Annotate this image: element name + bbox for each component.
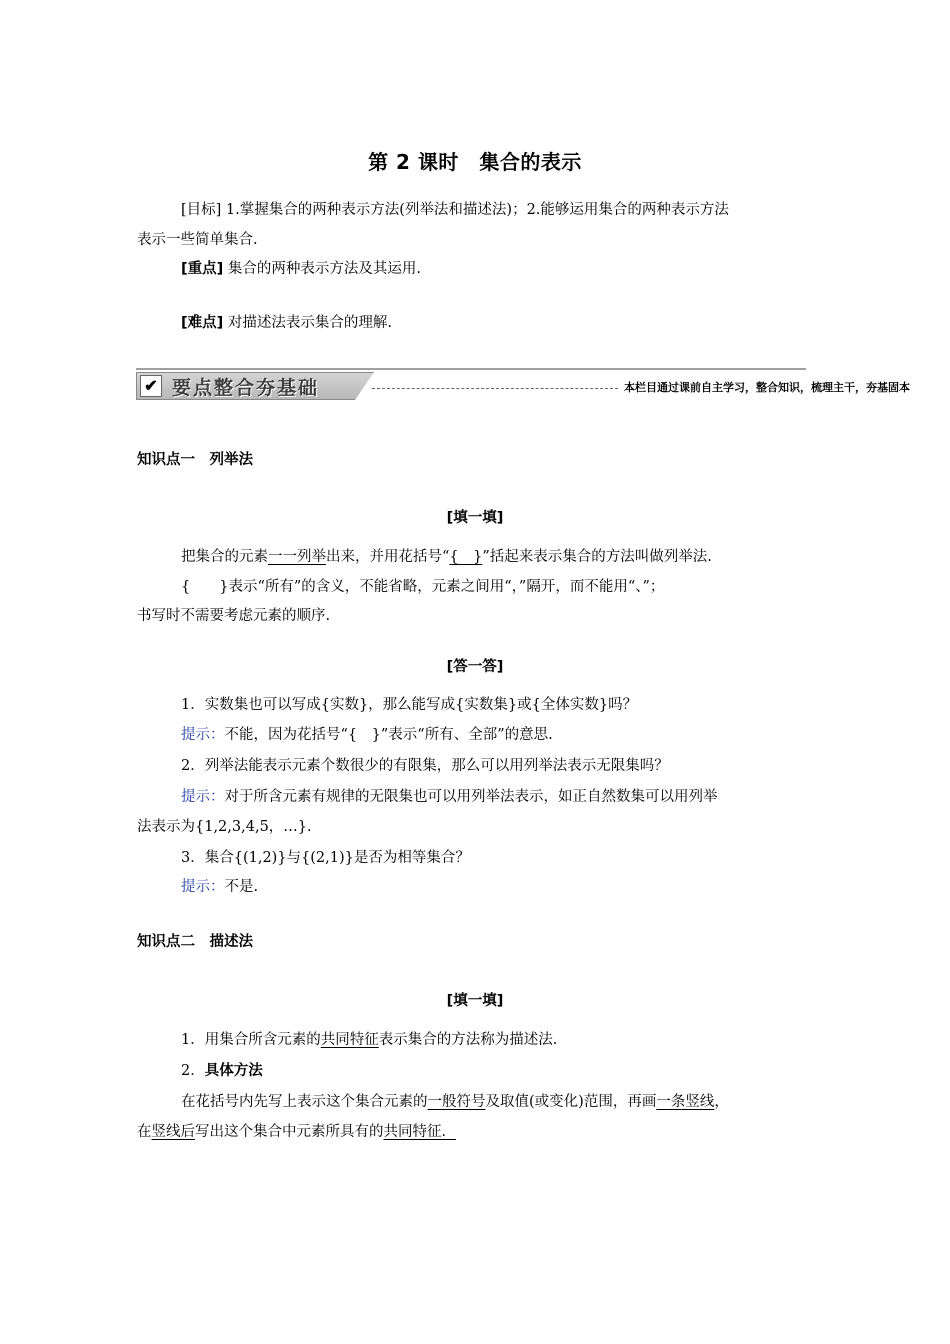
- section-1-heading: 知识点一 列举法: [137, 452, 253, 468]
- banner-rule: [136, 368, 806, 370]
- hint-1: [137, 725, 857, 745]
- banner-note: 本栏目通过课前自主学习，整合知识，梳理主干，夯基固本: [624, 381, 910, 394]
- difficult-label: [难点]: [181, 315, 224, 331]
- answer-blank: 共同特征: [320, 1032, 379, 1048]
- question-1: 1．实数集也可以写成{实数}，那么能写成{实数集}或{全体实数}吗？: [181, 697, 638, 713]
- difficult-text: 对描述法表示集合的理解.: [223, 315, 392, 331]
- desc-line-2: [137, 1061, 857, 1081]
- text-run: 写出这个集合中元素所具有的: [195, 1124, 384, 1140]
- text-run: ，: [714, 1094, 729, 1110]
- hint-label: 提示：: [181, 879, 225, 895]
- answer-blank: 一条竖线: [656, 1094, 715, 1110]
- desc-line-1: [137, 1030, 857, 1050]
- goal-line-2: 表示一些简单集合.: [137, 232, 258, 248]
- text-run: ”括起来表示集合的方法叫做列举法.: [482, 549, 712, 565]
- question-3: 3．集合{(1,2)}与{(2,1)}是否为相等集合？: [181, 850, 470, 866]
- section-banner: [136, 368, 910, 402]
- hint-2-continued: 法表示为{1,2,3,4,5，…}.: [137, 819, 312, 835]
- goal-line-1: [目标] 1.掌握集合的两种表示方法(列举法和描述法)；2.能够运用集合的两种表示方法: [181, 202, 729, 218]
- hint-label: 提示：: [181, 789, 225, 805]
- text-run: 表示集合的方法称为描述法.: [378, 1032, 558, 1048]
- hint-text: 对于所含元素有规律的无限集也可以用列举法表示，如正自然数集可以用列举: [224, 789, 718, 805]
- difficult-point: [137, 313, 857, 333]
- page-title: 第 2 课时 集合的表示: [368, 150, 582, 174]
- key-label: [重点]: [181, 261, 224, 277]
- hint-2: [137, 787, 857, 807]
- answer-blank: 竖线后: [151, 1124, 195, 1140]
- text-run: 出来，并用花括号“: [326, 549, 450, 565]
- fill-in-title-1: [填一填]: [446, 510, 504, 526]
- text-run: 在: [137, 1124, 152, 1140]
- section-2-heading: 知识点二 描述法: [137, 934, 253, 950]
- key-text: 集合的两种表示方法及其运用.: [223, 261, 421, 277]
- text-run: 把集合的元素: [181, 549, 268, 565]
- answer-blank: 共同特征．: [383, 1124, 456, 1140]
- text-run: 2．: [181, 1063, 205, 1079]
- key-point: [137, 259, 857, 279]
- text-run: 及取值(或变化)范围，再画: [485, 1094, 657, 1110]
- answer-title: [答一答]: [446, 659, 504, 675]
- answer-blank: { }: [449, 549, 483, 565]
- fill-line-2: { }表示“所有”的含义，不能省略，元素之间用“，”隔开，而不能用“、”；: [181, 579, 665, 595]
- fill-in-title-2: [填一填]: [446, 993, 504, 1009]
- question-2: 2．列举法能表示元素个数很少的有限集，那么可以用列举法表示无限集吗？: [181, 758, 669, 774]
- answer-blank: 一般符号: [427, 1094, 486, 1110]
- answer-blank: 一一列举: [268, 549, 326, 565]
- desc-line-4: [137, 1122, 813, 1142]
- fill-line-1: [137, 547, 857, 567]
- hint-3: [137, 877, 857, 897]
- fill-line-3: 书写时不需要考虑元素的顺序.: [137, 608, 331, 624]
- text-run: 在花括号内先写上表示这个集合元素的: [181, 1094, 428, 1110]
- banner-dash: [372, 388, 618, 389]
- desc-line-3: [137, 1092, 857, 1112]
- check-icon: ✔: [140, 375, 162, 397]
- hint-text: 不能，因为花括号“{ }”表示“所有、全部”的意思.: [224, 727, 553, 743]
- hint-text: 不是.: [224, 879, 259, 895]
- method-heading: 具体方法: [204, 1063, 263, 1079]
- text-run: 1．用集合所含元素的: [181, 1032, 321, 1048]
- banner-label: 要点整合夯基础: [172, 377, 320, 399]
- hint-label: 提示：: [181, 727, 225, 743]
